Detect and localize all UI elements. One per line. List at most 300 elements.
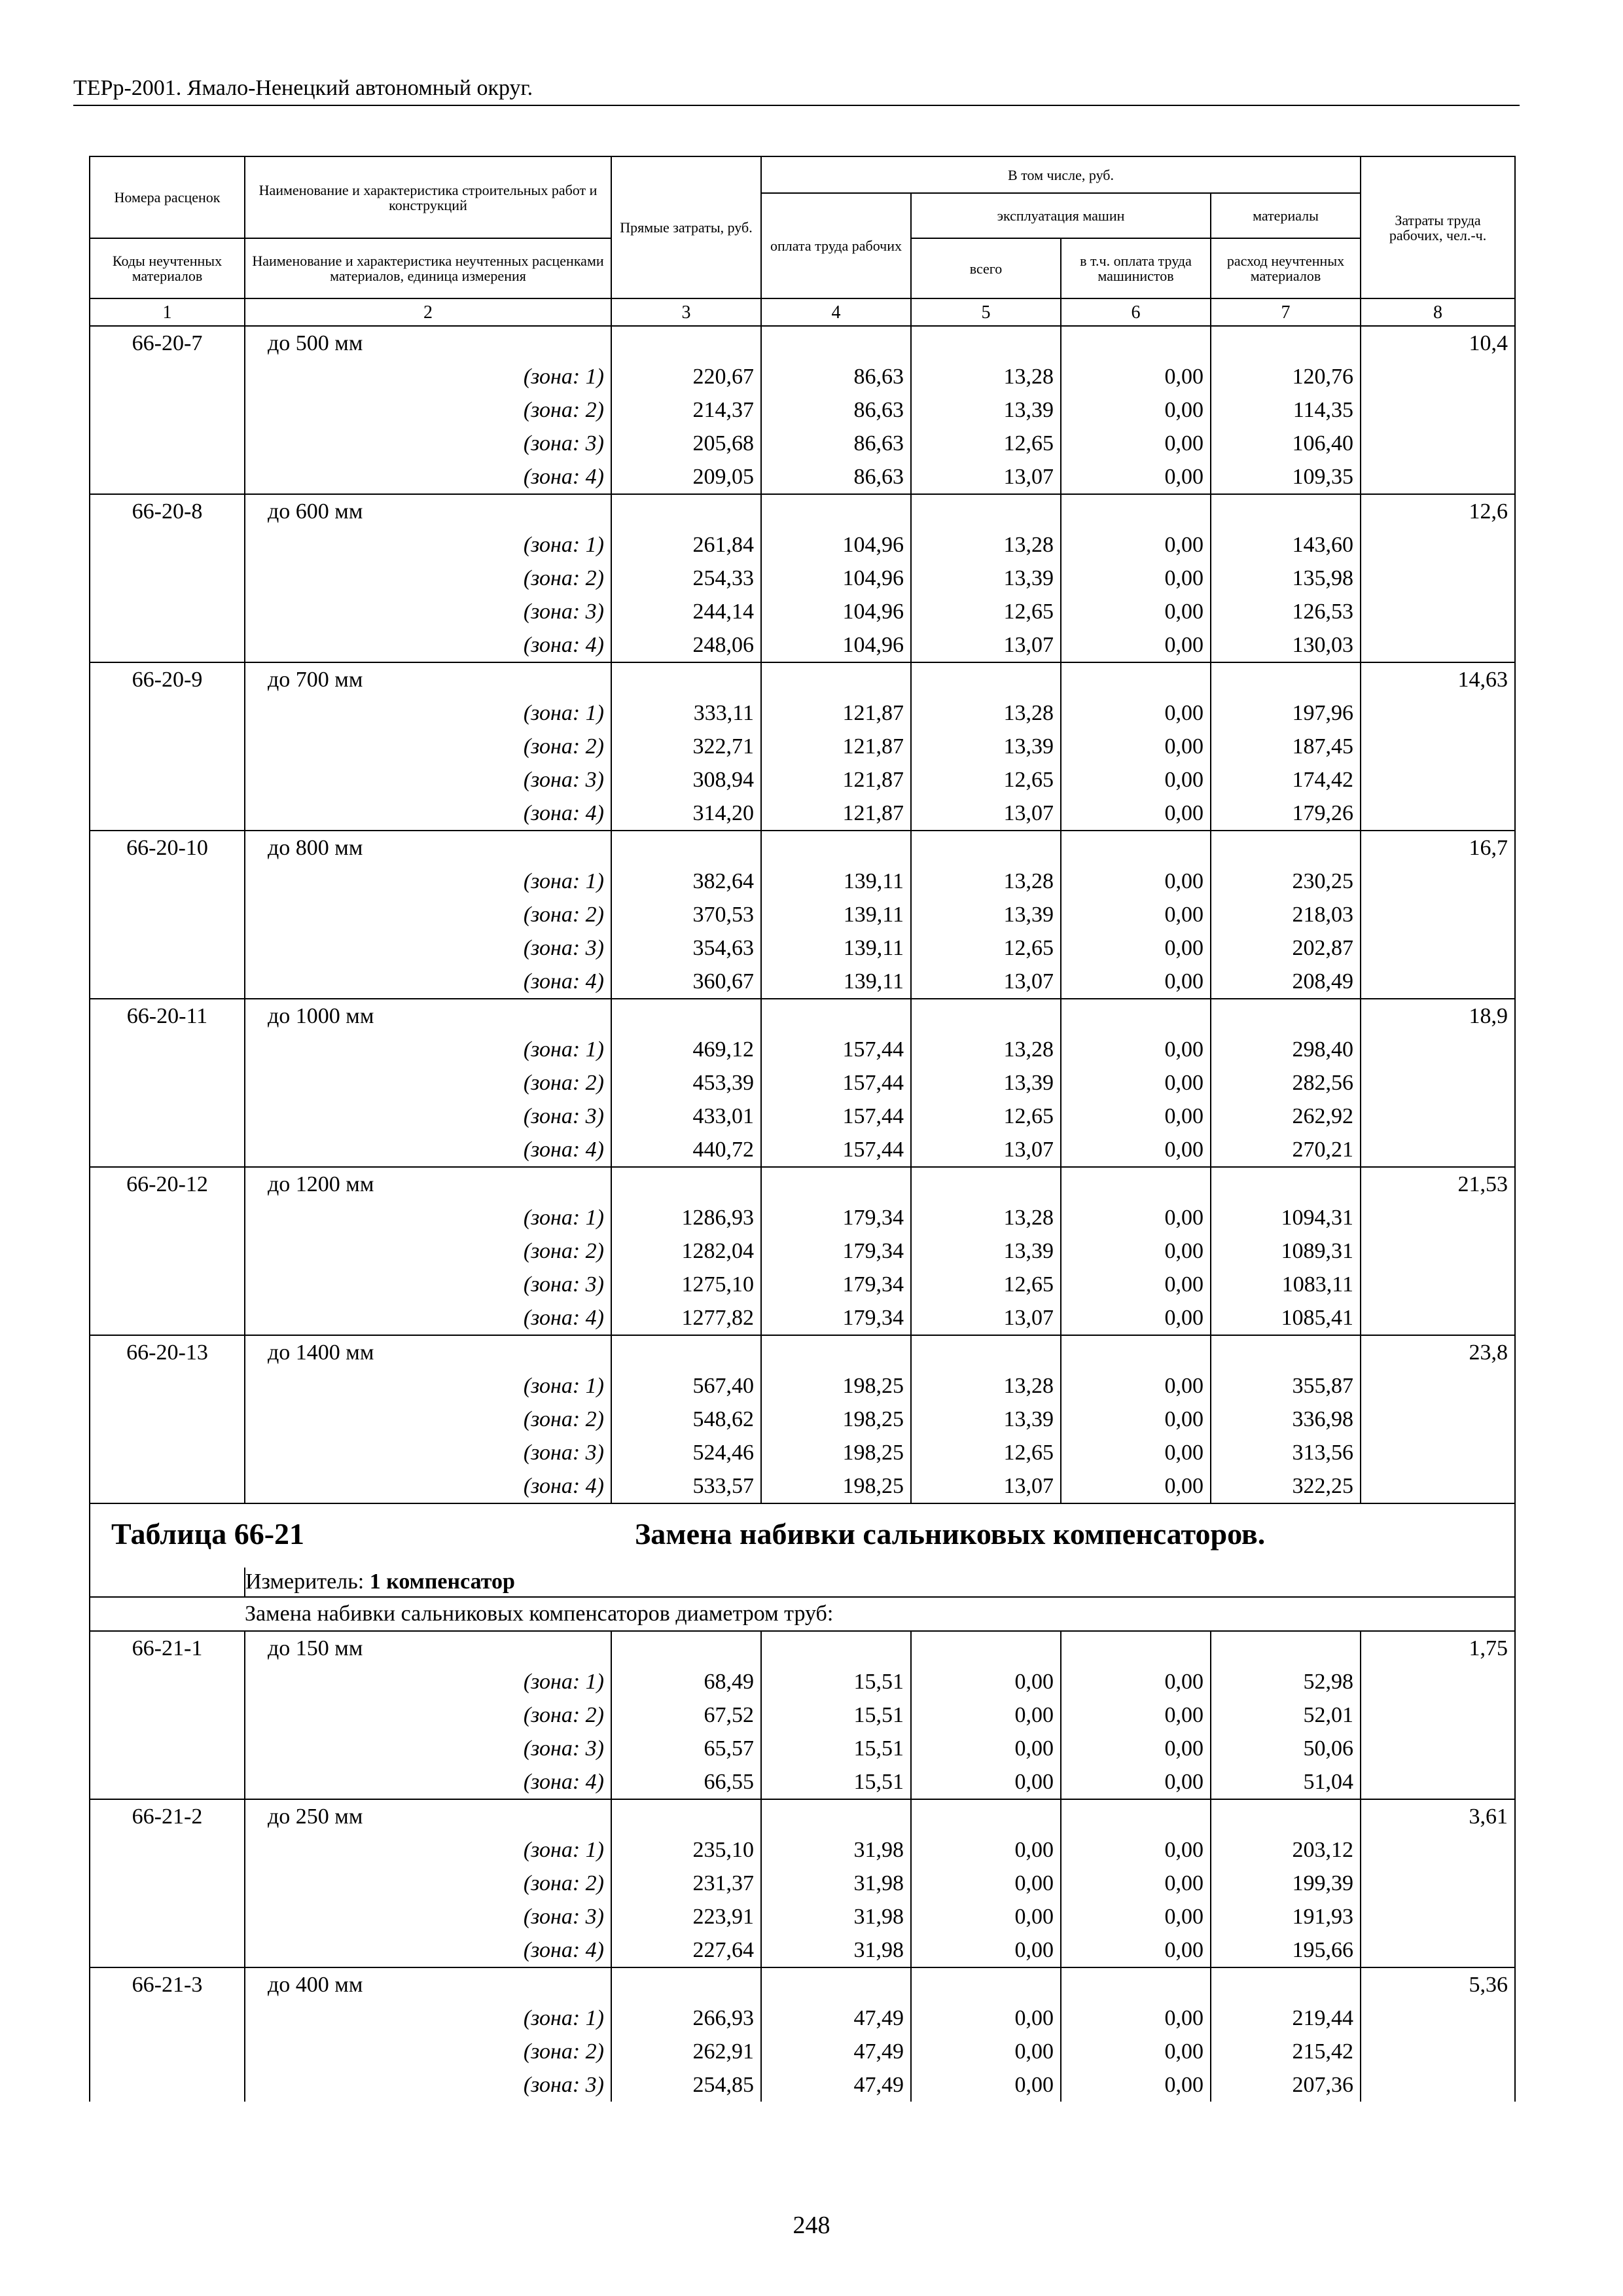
empty-cell [90,1732,245,1765]
empty-cell [90,1268,245,1301]
labor-cost: 14,63 [1361,662,1515,696]
empty-cell [90,865,245,898]
empty-cell [90,931,245,965]
machines-total: 12,65 [911,1268,1061,1301]
zone-row [90,393,1515,427]
zone-row [90,1867,1515,1900]
zone-label: (зона: 1) [245,2001,611,2035]
materials-cost: 270,21 [1211,1133,1361,1167]
column-number: 7 [1211,298,1361,326]
zone-label: (зона: 4) [245,965,611,999]
materials-cost: 313,56 [1211,1436,1361,1469]
table-66-21-heading [90,1503,1515,1631]
empty-cell [1361,898,1515,931]
operators-pay: 0,00 [1061,763,1211,797]
empty-cell [761,1967,911,2001]
zone-row [90,1100,1515,1133]
operators-pay: 0,00 [1061,865,1211,898]
labor-pay: 179,34 [761,1201,911,1234]
labor-pay: 157,44 [761,1033,911,1066]
empty-cell [90,1033,245,1066]
empty-cell [911,831,1061,865]
labor-pay: 104,96 [761,628,911,662]
zone-row [90,1133,1515,1167]
direct-cost: 254,33 [611,562,761,595]
zone-label: (зона: 1) [245,1665,611,1698]
empty-cell [1361,1403,1515,1436]
machines-total: 13,07 [911,1133,1061,1167]
price-row [90,662,1515,696]
header-machines: эксплуатация машин [911,193,1211,238]
price-code: 66-20-12 [90,1167,245,1201]
zone-row [90,1369,1515,1403]
labor-cost: 5,36 [1361,1967,1515,2001]
materials-cost: 1094,31 [1211,1201,1361,1234]
empty-cell [90,1403,245,1436]
zone-label: (зона: 2) [245,562,611,595]
zone-row [90,2001,1515,2035]
labor-pay: 31,98 [761,1833,911,1867]
empty-cell [90,1933,245,1967]
direct-cost: 1286,93 [611,1201,761,1234]
labor-cost: 3,61 [1361,1799,1515,1833]
empty-cell [911,1967,1061,2001]
header-operators-pay: в т.ч. оплата труда машинистов [1061,238,1211,298]
materials-cost: 106,40 [1211,427,1361,460]
empty-cell [1361,1765,1515,1799]
empty-cell [90,2001,245,2035]
materials-cost: 230,25 [1211,865,1361,898]
machines-total: 0,00 [911,1833,1061,1867]
empty-cell [1361,1867,1515,1900]
empty-cell [761,1799,911,1833]
zone-row [90,763,1515,797]
labor-cost: 1,75 [1361,1631,1515,1665]
labor-pay: 121,87 [761,797,911,831]
labor-pay: 104,96 [761,528,911,562]
price-code: 66-21-1 [90,1631,245,1665]
machines-total: 13,28 [911,528,1061,562]
empty-cell [761,326,911,360]
direct-cost: 333,11 [611,696,761,730]
empty-cell [911,494,1061,528]
operators-pay: 0,00 [1061,730,1211,763]
machines-total: 13,28 [911,696,1061,730]
price-code: 66-20-7 [90,326,245,360]
machines-total: 0,00 [911,1867,1061,1900]
empty-cell [90,628,245,662]
operators-pay: 0,00 [1061,1469,1211,1503]
column-number: 5 [911,298,1061,326]
operators-pay: 0,00 [1061,562,1211,595]
header-labor-cost: Затраты труда рабочих, чел.-ч. [1361,156,1515,298]
direct-cost: 205,68 [611,427,761,460]
empty-cell [1361,730,1515,763]
price-row [90,1799,1515,1833]
direct-cost: 322,71 [611,730,761,763]
zone-row [90,2068,1515,2102]
labor-pay: 15,51 [761,1732,911,1765]
column-number: 3 [611,298,761,326]
materials-cost: 207,36 [1211,2068,1361,2102]
labor-pay: 86,63 [761,360,911,393]
zone-row [90,460,1515,494]
materials-cost: 114,35 [1211,393,1361,427]
materials-cost: 52,01 [1211,1698,1361,1732]
operators-pay: 0,00 [1061,1201,1211,1234]
work-description: до 150 мм [245,1631,611,1665]
direct-cost: 548,62 [611,1403,761,1436]
machines-total: 13,07 [911,797,1061,831]
operators-pay: 0,00 [1061,797,1211,831]
machines-total: 13,39 [911,1066,1061,1100]
zone-label: (зона: 1) [245,1369,611,1403]
empty-cell [761,1335,911,1369]
empty-cell [1211,831,1361,865]
operators-pay: 0,00 [1061,1268,1211,1301]
empty-cell [1361,1268,1515,1301]
empty-cell [1061,662,1211,696]
materials-cost: 195,66 [1211,1933,1361,1967]
price-code: 66-21-3 [90,1967,245,2001]
zone-label: (зона: 1) [245,1201,611,1234]
empty-cell [761,999,911,1033]
column-number: 8 [1361,298,1515,326]
materials-cost: 203,12 [1211,1833,1361,1867]
empty-cell [1361,696,1515,730]
empty-cell [1061,1335,1211,1369]
empty-cell [1361,1469,1515,1503]
column-number: 4 [761,298,911,326]
zone-label: (зона: 4) [245,797,611,831]
labor-pay: 31,98 [761,1933,911,1967]
empty-cell [911,1799,1061,1833]
zone-label: (зона: 2) [245,393,611,427]
direct-cost: 314,20 [611,797,761,831]
materials-cost: 126,53 [1211,595,1361,628]
empty-cell [911,1167,1061,1201]
machines-total: 13,07 [911,1301,1061,1335]
section-title: Замена набивки сальниковых компенсаторов диаметром труб: [245,1597,1515,1631]
zone-label: (зона: 4) [245,1133,611,1167]
machines-total: 13,07 [911,1469,1061,1503]
machines-total: 0,00 [911,1665,1061,1698]
zone-label: (зона: 3) [245,595,611,628]
direct-cost: 223,91 [611,1900,761,1933]
zone-label: (зона: 2) [245,898,611,931]
empty-cell [90,1469,245,1503]
price-code: 66-20-8 [90,494,245,528]
zone-label: (зона: 4) [245,460,611,494]
zone-label: (зона: 4) [245,1933,611,1967]
empty-cell [90,528,245,562]
direct-cost: 65,57 [611,1732,761,1765]
empty-cell [761,831,911,865]
empty-cell [1061,1167,1211,1201]
empty-cell [1061,494,1211,528]
empty-cell [1361,460,1515,494]
empty-cell [1361,1234,1515,1268]
machines-total: 0,00 [911,1900,1061,1933]
operators-pay: 0,00 [1061,1033,1211,1066]
labor-cost: 16,7 [1361,831,1515,865]
labor-pay: 86,63 [761,460,911,494]
machines-total: 13,28 [911,1369,1061,1403]
materials-cost: 187,45 [1211,730,1361,763]
zone-row [90,965,1515,999]
labor-cost: 23,8 [1361,1335,1515,1369]
empty-cell [1361,1369,1515,1403]
price-row [90,999,1515,1033]
operators-pay: 0,00 [1061,696,1211,730]
empty-cell [90,730,245,763]
empty-cell [1361,1033,1515,1066]
labor-pay: 86,63 [761,393,911,427]
empty-cell [1361,1900,1515,1933]
direct-cost: 262,91 [611,2035,761,2068]
materials-cost: 130,03 [1211,628,1361,662]
operators-pay: 0,00 [1061,1933,1211,1967]
empty-cell [761,662,911,696]
zone-row [90,528,1515,562]
machines-total: 13,39 [911,898,1061,931]
empty-cell [90,1100,245,1133]
labor-pay: 139,11 [761,931,911,965]
direct-cost: 266,93 [611,2001,761,2035]
price-row [90,326,1515,360]
operators-pay: 0,00 [1061,1900,1211,1933]
labor-pay: 121,87 [761,696,911,730]
empty-cell [90,1900,245,1933]
zone-label: (зона: 2) [245,1234,611,1268]
direct-cost: 308,94 [611,763,761,797]
empty-cell [90,1301,245,1335]
materials-cost: 219,44 [1211,2001,1361,2035]
operators-pay: 0,00 [1061,2035,1211,2068]
empty-cell [611,1335,761,1369]
empty-cell [761,494,911,528]
direct-cost: 248,06 [611,628,761,662]
machines-total: 13,39 [911,730,1061,763]
machines-total: 0,00 [911,2068,1061,2102]
zone-label: (зона: 3) [245,1268,611,1301]
machines-total: 13,07 [911,965,1061,999]
zone-label: (зона: 2) [245,1867,611,1900]
empty-cell [1361,562,1515,595]
machines-total: 12,65 [911,931,1061,965]
direct-cost: 440,72 [611,1133,761,1167]
zone-row [90,2035,1515,2068]
machines-total: 12,65 [911,595,1061,628]
empty-cell [1361,1933,1515,1967]
labor-cost: 18,9 [1361,999,1515,1033]
empty-cell [90,2035,245,2068]
zone-row [90,1268,1515,1301]
zone-row [90,1698,1515,1732]
empty-cell [1361,931,1515,965]
header-unaccounted-materials: расход неучтенных материалов [1211,238,1361,298]
price-row [90,831,1515,865]
zone-row [90,595,1515,628]
empty-cell [761,1167,911,1201]
empty-cell [611,494,761,528]
machines-total: 13,39 [911,393,1061,427]
empty-cell [1361,427,1515,460]
labor-pay: 179,34 [761,1268,911,1301]
column-number: 2 [245,298,611,326]
machines-total: 0,00 [911,2001,1061,2035]
zone-label: (зона: 1) [245,360,611,393]
machines-total: 12,65 [911,1100,1061,1133]
column-number: 1 [90,298,245,326]
empty-cell [90,797,245,831]
direct-cost: 66,55 [611,1765,761,1799]
empty-cell [1361,528,1515,562]
zone-row [90,1033,1515,1066]
direct-cost: 524,46 [611,1436,761,1469]
direct-cost: 231,37 [611,1867,761,1900]
empty-cell [1361,2068,1515,2102]
empty-cell [1361,1732,1515,1765]
header-direct-costs: Прямые затраты, руб. [611,156,761,298]
price-row [90,1167,1515,1201]
zone-row [90,628,1515,662]
empty-cell [1061,1631,1211,1665]
empty-cell [1361,595,1515,628]
operators-pay: 0,00 [1061,528,1211,562]
empty-cell [1361,1301,1515,1335]
operators-pay: 0,00 [1061,595,1211,628]
zone-row [90,427,1515,460]
column-number: 6 [1061,298,1211,326]
empty-cell [1061,831,1211,865]
zone-label: (зона: 1) [245,865,611,898]
empty-cell [1061,1967,1211,2001]
header-price-numbers: Номера расценок [90,156,245,238]
price-row [90,1967,1515,2001]
materials-cost: 355,87 [1211,1369,1361,1403]
labor-pay: 104,96 [761,562,911,595]
work-description: до 400 мм [245,1967,611,2001]
work-description: до 1000 мм [245,999,611,1033]
empty-cell [1211,1335,1361,1369]
operators-pay: 0,00 [1061,1369,1211,1403]
operators-pay: 0,00 [1061,360,1211,393]
operators-pay: 0,00 [1061,1732,1211,1765]
machines-total: 0,00 [911,1933,1061,1967]
zone-label: (зона: 4) [245,1469,611,1503]
table-66-20-body [90,326,1515,1503]
table-title: Замена набивки сальниковых компенсаторов. [635,1517,1266,1551]
operators-pay: 0,00 [1061,931,1211,965]
materials-cost: 282,56 [1211,1066,1361,1100]
materials-cost: 262,92 [1211,1100,1361,1133]
empty-cell [90,460,245,494]
header-rule [73,105,1520,106]
empty-cell [911,1335,1061,1369]
empty-cell [611,831,761,865]
direct-cost: 214,37 [611,393,761,427]
zone-row [90,1201,1515,1234]
empty-cell [911,999,1061,1033]
direct-cost: 261,84 [611,528,761,562]
table-66-21-body [90,1631,1515,2102]
materials-cost: 1089,31 [1211,1234,1361,1268]
materials-cost: 1083,11 [1211,1268,1361,1301]
labor-pay: 121,87 [761,763,911,797]
empty-cell [90,393,245,427]
zone-label: (зона: 3) [245,1900,611,1933]
zone-label: (зона: 3) [245,2068,611,2102]
empty-cell [611,1967,761,2001]
labor-pay: 139,11 [761,965,911,999]
zone-label: (зона: 1) [245,1033,611,1066]
zone-label: (зона: 1) [245,528,611,562]
materials-cost: 218,03 [1211,898,1361,931]
operators-pay: 0,00 [1061,2068,1211,2102]
operators-pay: 0,00 [1061,1133,1211,1167]
empty-cell [611,1167,761,1201]
empty-cell [611,326,761,360]
machines-total: 13,28 [911,1201,1061,1234]
empty-cell [1361,1066,1515,1100]
empty-cell [1361,965,1515,999]
meter-line [245,1568,1515,1597]
zone-label: (зона: 2) [245,1403,611,1436]
materials-cost: 143,60 [1211,528,1361,562]
work-description: до 1200 мм [245,1167,611,1201]
zone-row [90,730,1515,763]
labor-pay: 139,11 [761,898,911,931]
direct-cost: 235,10 [611,1833,761,1867]
labor-pay: 157,44 [761,1100,911,1133]
empty-cell [90,1201,245,1234]
zone-row [90,1301,1515,1335]
materials-cost: 215,42 [1211,2035,1361,2068]
header-labor-pay: оплата труда рабочих [761,193,911,298]
empty-cell [90,1698,245,1732]
zone-row [90,1732,1515,1765]
machines-total: 12,65 [911,1436,1061,1469]
materials-cost: 298,40 [1211,1033,1361,1066]
meter-value: 1 компенсатор [369,1570,515,1594]
labor-pay: 139,11 [761,865,911,898]
empty-cell [90,427,245,460]
labor-cost: 21,53 [1361,1167,1515,1201]
zone-label: (зона: 1) [245,696,611,730]
zone-label: (зона: 1) [245,1833,611,1867]
labor-pay: 86,63 [761,427,911,460]
direct-cost: 244,14 [611,595,761,628]
empty-cell [1361,1100,1515,1133]
empty-cell [1361,2035,1515,2068]
zone-row [90,1665,1515,1698]
labor-pay: 179,34 [761,1234,911,1268]
operators-pay: 0,00 [1061,1436,1211,1469]
header-work-name: Наименование и характеристика строительных работ и конструкций [245,156,611,238]
direct-cost: 469,12 [611,1033,761,1066]
empty-cell [1361,1133,1515,1167]
empty-cell [90,898,245,931]
price-table [89,156,1516,2102]
price-code: 66-20-11 [90,999,245,1033]
direct-cost: 382,64 [611,865,761,898]
materials-cost: 135,98 [1211,562,1361,595]
materials-cost: 197,96 [1211,696,1361,730]
materials-cost: 120,76 [1211,360,1361,393]
direct-cost: 68,49 [611,1665,761,1698]
labor-pay: 198,25 [761,1403,911,1436]
